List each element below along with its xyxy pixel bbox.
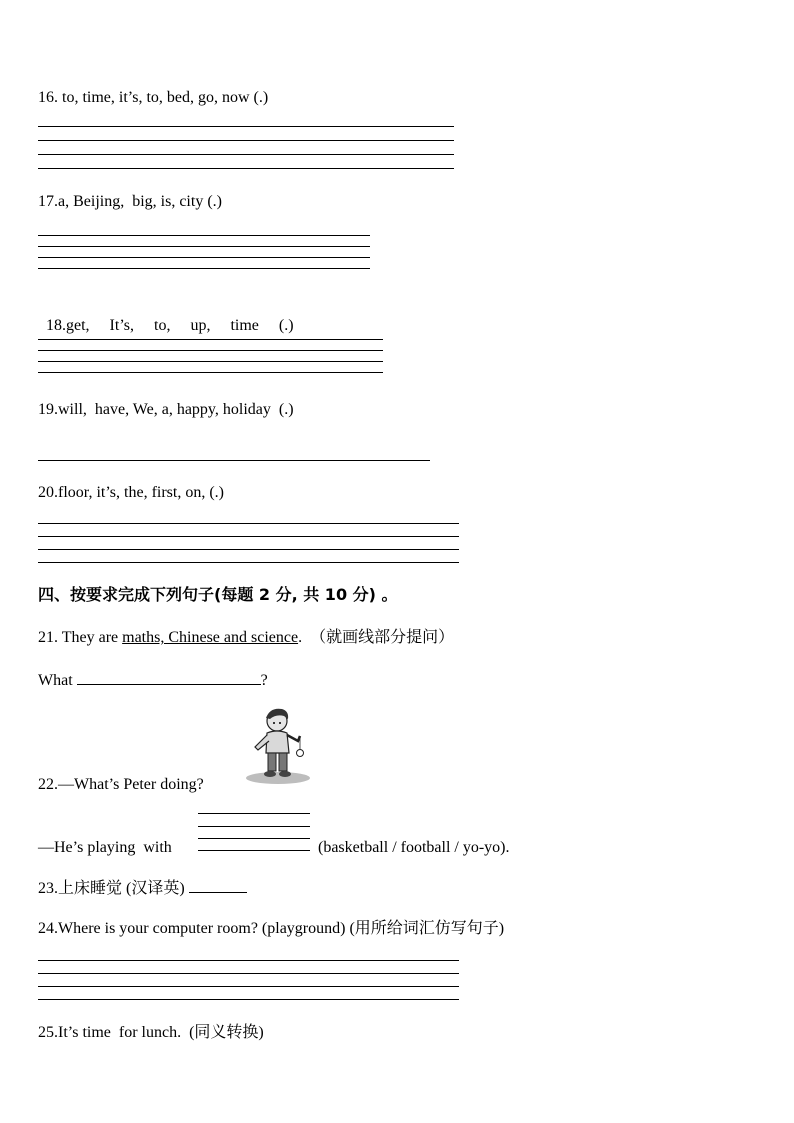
answer-line (38, 986, 459, 987)
answer-line (38, 339, 383, 340)
q23-prefix: 23.上床睡觉 (汉译英) (38, 880, 185, 897)
answer-line (38, 372, 383, 373)
q21-suffix: . （就画线部分提问） (298, 629, 455, 646)
question-19-prompt: 19.will, have, We, a, happy, holiday (.) (38, 401, 294, 418)
q21-answer-prefix: What (38, 672, 73, 689)
question-number: 18. (46, 317, 66, 334)
answer-line (38, 361, 383, 362)
question-18-prompt (38, 296, 294, 336)
answer-line (198, 850, 310, 851)
answer-line (38, 126, 454, 127)
word: (.) (278, 317, 294, 334)
answer-line (38, 257, 370, 258)
question-17-prompt: 17.a, Beijing, big, is, city (.) (38, 193, 222, 210)
question-21-answer (38, 670, 268, 691)
answer-line (38, 523, 459, 524)
word: up, (190, 317, 211, 334)
answer-line (38, 246, 370, 247)
question-25-prompt: 25.It’s time for lunch. (同义转换) (38, 1024, 264, 1041)
section-4-heading: 四、按要求完成下列句子(每题 2 分, 共 10 分) 。 (38, 585, 398, 604)
question-22-answer-prefix: —He’s playing with (38, 839, 172, 856)
answer-line (38, 350, 383, 351)
question-21-prompt (38, 628, 454, 648)
boy-with-yoyo-picture (240, 703, 316, 787)
answer-line (38, 268, 370, 269)
answer-line (198, 826, 310, 827)
answer-line (38, 168, 454, 169)
q23-answer-blank[interactable] (189, 878, 247, 893)
answer-line (38, 235, 370, 236)
answer-line (198, 813, 310, 814)
q21-prefix: 21. They are (38, 629, 123, 646)
question-20-prompt: 20.floor, it’s, the, first, on, (.) (38, 484, 224, 501)
answer-line (38, 562, 459, 563)
answer-line (38, 140, 454, 141)
question-24-prompt: 24.Where is your computer room? (playground) (用所给词汇仿写句子) (38, 920, 505, 937)
q21-underlined-text: maths, Chinese and science (122, 629, 299, 646)
answer-line (38, 549, 459, 550)
word: get, (66, 317, 90, 334)
answer-line (38, 154, 454, 155)
word: It’s, (109, 317, 134, 334)
q21-answer-blank[interactable] (77, 670, 261, 685)
answer-line (38, 960, 459, 961)
answer-line (38, 536, 459, 537)
answer-line (38, 999, 459, 1000)
question-22-prompt: 22.—What’s Peter doing? (38, 776, 204, 793)
question-19-answer-line[interactable] (38, 460, 430, 461)
word: to, (154, 317, 171, 334)
q21-answer-suffix: ? (260, 672, 268, 689)
question-22-options: (basketball / football / yo-yo). (318, 839, 510, 856)
answer-line (38, 973, 459, 974)
word: time (230, 317, 259, 334)
answer-line (198, 838, 310, 839)
question-16-prompt: 16. to, time, it’s, to, bed, go, now (.) (38, 89, 269, 106)
question-23-prompt (38, 878, 247, 899)
